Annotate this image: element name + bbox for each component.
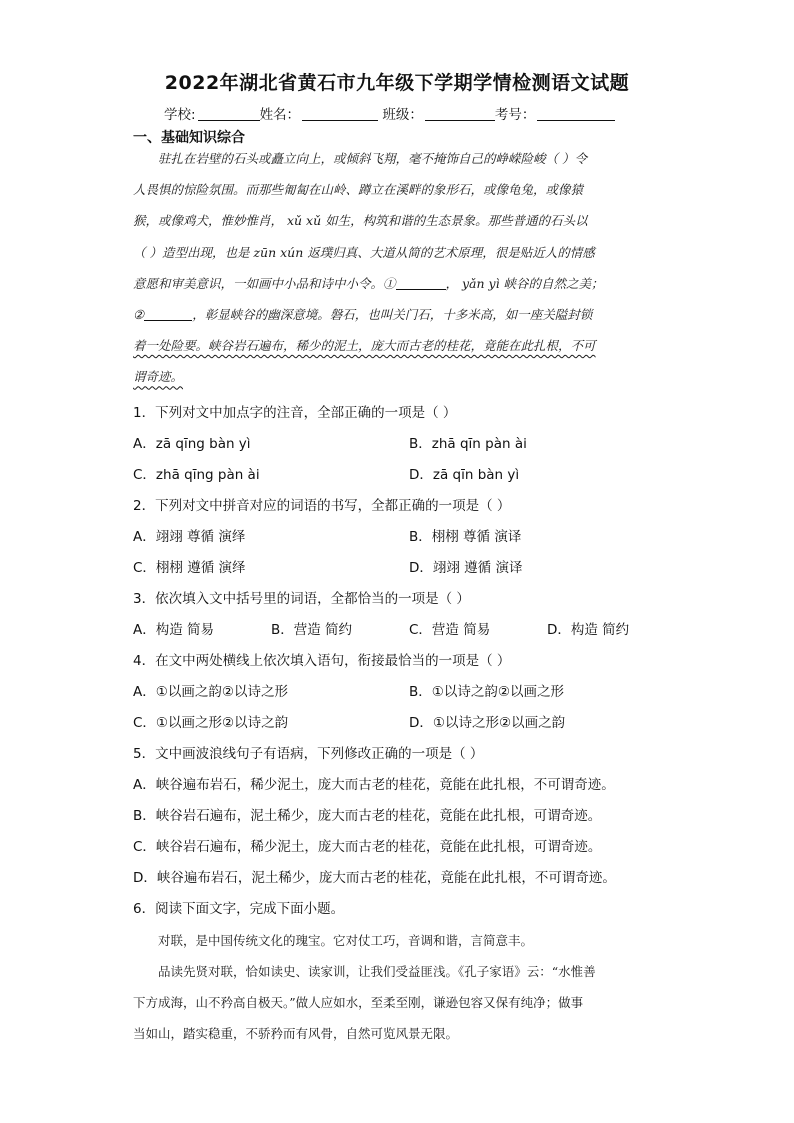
question-1-option-d[interactable]: D．zā qīn bàn yì — [409, 467, 520, 483]
school-blank[interactable] — [198, 106, 260, 121]
question-4-option-a[interactable]: A．①以画之韵②以诗之形 — [133, 684, 288, 700]
question-5-option-c[interactable]: C．峡谷岩石遍布，稀少泥土，庞大而古老的桂花，竟能在此扎根，可谓奇迹。 — [133, 839, 602, 855]
page-title: 2022年湖北省黄石市九年级下学期学情检测语文试题 — [164, 72, 630, 94]
question-1-option-c[interactable]: C．zhā qīng pàn ài — [133, 467, 260, 483]
question-5-option-d[interactable]: D．峡谷遍布岩石，泥土稀少，庞大而古老的桂花，竟能在此扎根，不可谓奇迹。 — [133, 870, 616, 886]
passage-line — [133, 330, 663, 361]
question-1-stem: 1．下列对文中加点字的注音，全部正确的一项是（ ） — [133, 405, 457, 421]
question-4-option-d[interactable]: D．①以诗之形②以画之韵 — [409, 715, 566, 731]
question-2-option-d[interactable]: D．翊翊 遵循 演译 — [409, 560, 523, 576]
wavy-underlined-sentence: 着一处险要。峡谷岩石遍布，稀少的泥土，庞大而古老的桂花，竟能在此扎根，不可 — [133, 338, 596, 354]
question-5-stem: 5．文中画波浪线句子有语病，下列修改正确的一项是（ ） — [133, 746, 484, 762]
passage-line: （ ）造型出现，也是 zūn xún 返璞归真、大道从简的艺术原理，很是贴近人的情感 — [133, 244, 595, 260]
class-label: 班级： — [382, 107, 423, 123]
passage-line — [133, 268, 663, 299]
exam-number-blank[interactable] — [537, 106, 615, 121]
class-blank[interactable] — [425, 106, 495, 121]
passage-line: 猴，或像鸡犬，惟妙惟肖， xǔ xǔ 如生，构筑和谐的生态景象。那些普通的石头以 — [133, 213, 588, 229]
student-info-row — [164, 103, 615, 123]
question-5-option-a[interactable]: A．峡谷遍布岩石，稀少泥土，庞大而古老的桂花，竟能在此扎根，不可谓奇迹。 — [133, 777, 615, 793]
question-3-option-c[interactable]: C．营造 简易 — [409, 622, 491, 638]
question-3-option-a[interactable]: A．构造 简易 — [133, 622, 215, 638]
passage — [133, 143, 663, 393]
reading-line: 对联，是中国传统文化的瑰宝。它对仗工巧，音调和谐，言简意丰。 — [158, 933, 534, 948]
passage-text: ，彰显峡谷的幽深意境。磐石，也叫关门石，十多米高，如一座关隘封锁 — [192, 306, 593, 322]
passage-text: 意愿和审美意识，一如画中小品和诗中小令。① — [133, 275, 396, 291]
passage-text: ， yǎn yì 峡谷的自然之美； — [445, 275, 604, 291]
fill-blank-2[interactable] — [144, 306, 192, 321]
reading-line: 品读先贤对联，恰如读史、读家训，让我们受益匪浅。《孔子家语》云：“水惟善 — [158, 964, 596, 979]
passage-line: 驻扎在岩壁的石头或矗立向上，或倾斜飞翔，毫不掩饰自己的峥嵘险峻（ ）令 — [158, 151, 587, 166]
question-2-stem: 2．下列对文中拼音对应的词语的书写，全都正确的一项是（ ） — [133, 498, 511, 514]
question-2-option-a[interactable]: A．翊翊 尊循 演绎 — [133, 529, 246, 545]
reading-line: 下方成海，山不矜高自极天。”做人应如水，至柔至刚，谦逊包容又保有纯净；做事 — [133, 995, 584, 1010]
question-1-option-b[interactable]: B．zhā qīn pàn ài — [409, 436, 527, 452]
name-blank[interactable] — [302, 106, 378, 121]
reading-passage — [133, 925, 663, 1049]
question-2-option-c[interactable]: C．栩栩 遵循 演绎 — [133, 560, 246, 576]
question-2-option-b[interactable]: B．栩栩 尊循 演译 — [409, 529, 522, 545]
school-label: 学校: — [164, 107, 196, 123]
exam-number-label: 考号： — [494, 107, 536, 123]
wavy-underlined-sentence-end: 谓奇迹。 — [133, 369, 184, 385]
passage-line — [133, 299, 663, 330]
question-3-option-b[interactable]: B．营造 简约 — [271, 622, 353, 638]
section-heading: 一、基础知识综合 — [133, 130, 245, 146]
question-5-option-b[interactable]: B．峡谷岩石遍布，泥土稀少，庞大而古老的桂花，竟能在此扎根，可谓奇迹。 — [133, 808, 602, 824]
name-label: 姓名： — [259, 107, 301, 123]
question-3-stem: 3．依次填入文中括号里的词语，全都恰当的一项是（ ） — [133, 591, 470, 607]
passage-line: 人畏惧的惊险氛围。而那些匍匐在山岭、蹲立在溪畔的象形石，或像龟兔，或像猿 — [133, 182, 584, 198]
question-4-option-b[interactable]: B．①以诗之韵②以画之形 — [409, 684, 564, 700]
passage-line — [133, 361, 663, 392]
question-4-option-c[interactable]: C．①以画之形②以诗之韵 — [133, 715, 289, 731]
passage-text: ② — [133, 306, 145, 322]
reading-line: 当如山，踏实稳重，不骄矜而有风骨，自然可览风景无限。 — [133, 1026, 459, 1041]
question-6-stem: 6．阅读下面文字，完成下面小题。 — [133, 901, 345, 917]
question-3-option-d[interactable]: D．构造 简约 — [547, 622, 630, 638]
question-1-option-a[interactable]: A．zā qīng bàn yì — [133, 436, 251, 452]
fill-blank-1[interactable] — [396, 275, 446, 290]
question-4-stem: 4．在文中两处横线上依次填入语句，衔接最恰当的一项是（ ） — [133, 653, 511, 669]
